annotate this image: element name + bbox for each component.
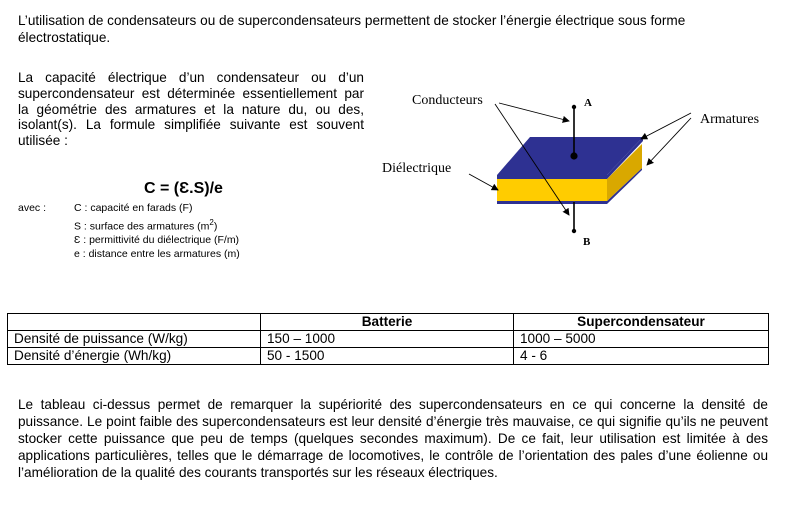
conclusion-paragraph: Le tableau ci-dessus permet de remarquer la supériorité des supercondensateurs en ce qui concerne la densité de puissance. Le point faible des supercondensateurs est leur densité d’énergie très mauvaise, ce qui signifie qu’ils ne peuvent stocker cette puissance que peu de temps (quelques secondes maximum). De ce fait, leur utilisation est limitée à des applications particulières, telles que le démarrage de locomotives, le contrôle de l’orientation des pales d’une éolienne ou l’amélioration de la qualité des courants transportés sur les réseaux électriques. xyxy=(18,397,768,480)
def-permittivity: Ɛ : permittivité du diélectrique (F/m) xyxy=(74,234,240,247)
def-surface-exponent: 2 xyxy=(209,217,214,227)
table-header-empty xyxy=(8,314,261,331)
arrow-armatures-bottom xyxy=(647,118,691,165)
table-header-row xyxy=(8,314,769,331)
terminal-b-dot xyxy=(572,229,576,233)
def-surface-close: ) xyxy=(213,220,218,233)
table-header-batterie: Batterie xyxy=(261,314,514,331)
comparison-table xyxy=(7,313,769,365)
conductor-a-contact xyxy=(570,152,577,159)
arrow-conducteurs-a xyxy=(499,103,569,121)
def-capacity: C : capacité en farads (F) xyxy=(74,202,193,214)
label-armatures: Armatures xyxy=(700,112,760,127)
table-row xyxy=(8,331,769,348)
label-conducteurs: Conducteurs xyxy=(412,93,483,108)
table-header-supercondensateur: Supercondensateur xyxy=(514,314,769,331)
terminal-a-dot xyxy=(572,105,576,109)
label-dielectrique: Diélectrique xyxy=(382,161,452,176)
def-surface-text: S : surface des armatures (m xyxy=(74,220,210,233)
table-cell: 1000 – 5000 xyxy=(514,331,769,348)
label-a: A xyxy=(584,97,592,109)
intro-paragraph: L’utilisation de condensateurs ou de supercondensateurs permettent de stocker l’énergie électrique sous forme électrostatique. xyxy=(18,13,686,45)
capacity-formula: C = (Ɛ.S)/e xyxy=(144,180,223,197)
table-row xyxy=(8,348,769,365)
arrow-dielectrique xyxy=(469,174,498,190)
table-cell: 50 - 1500 xyxy=(261,348,514,365)
table-cell: Densité d’énergie (Wh/kg) xyxy=(8,348,261,365)
capacitor-diagram xyxy=(378,82,778,257)
def-distance: e : distance entre les armatures (m) xyxy=(74,247,240,260)
avec-label: avec : xyxy=(18,202,47,214)
table-cell: 4 - 6 xyxy=(514,348,769,365)
table-cell: 150 – 1000 xyxy=(261,331,514,348)
capacity-paragraph: La capacité électrique d’un condensateur ou d’un supercondensateur est déterminée essentiellement par la géométrie des armatures et la nature du, ou des, isolant(s). La formule simplifiée suivante est souvent utilisée : xyxy=(18,70,364,149)
label-b: B xyxy=(583,236,591,248)
formula-definitions xyxy=(74,202,240,262)
def-surface xyxy=(74,216,240,234)
table-cell: Densité de puissance (W/kg) xyxy=(8,331,261,348)
